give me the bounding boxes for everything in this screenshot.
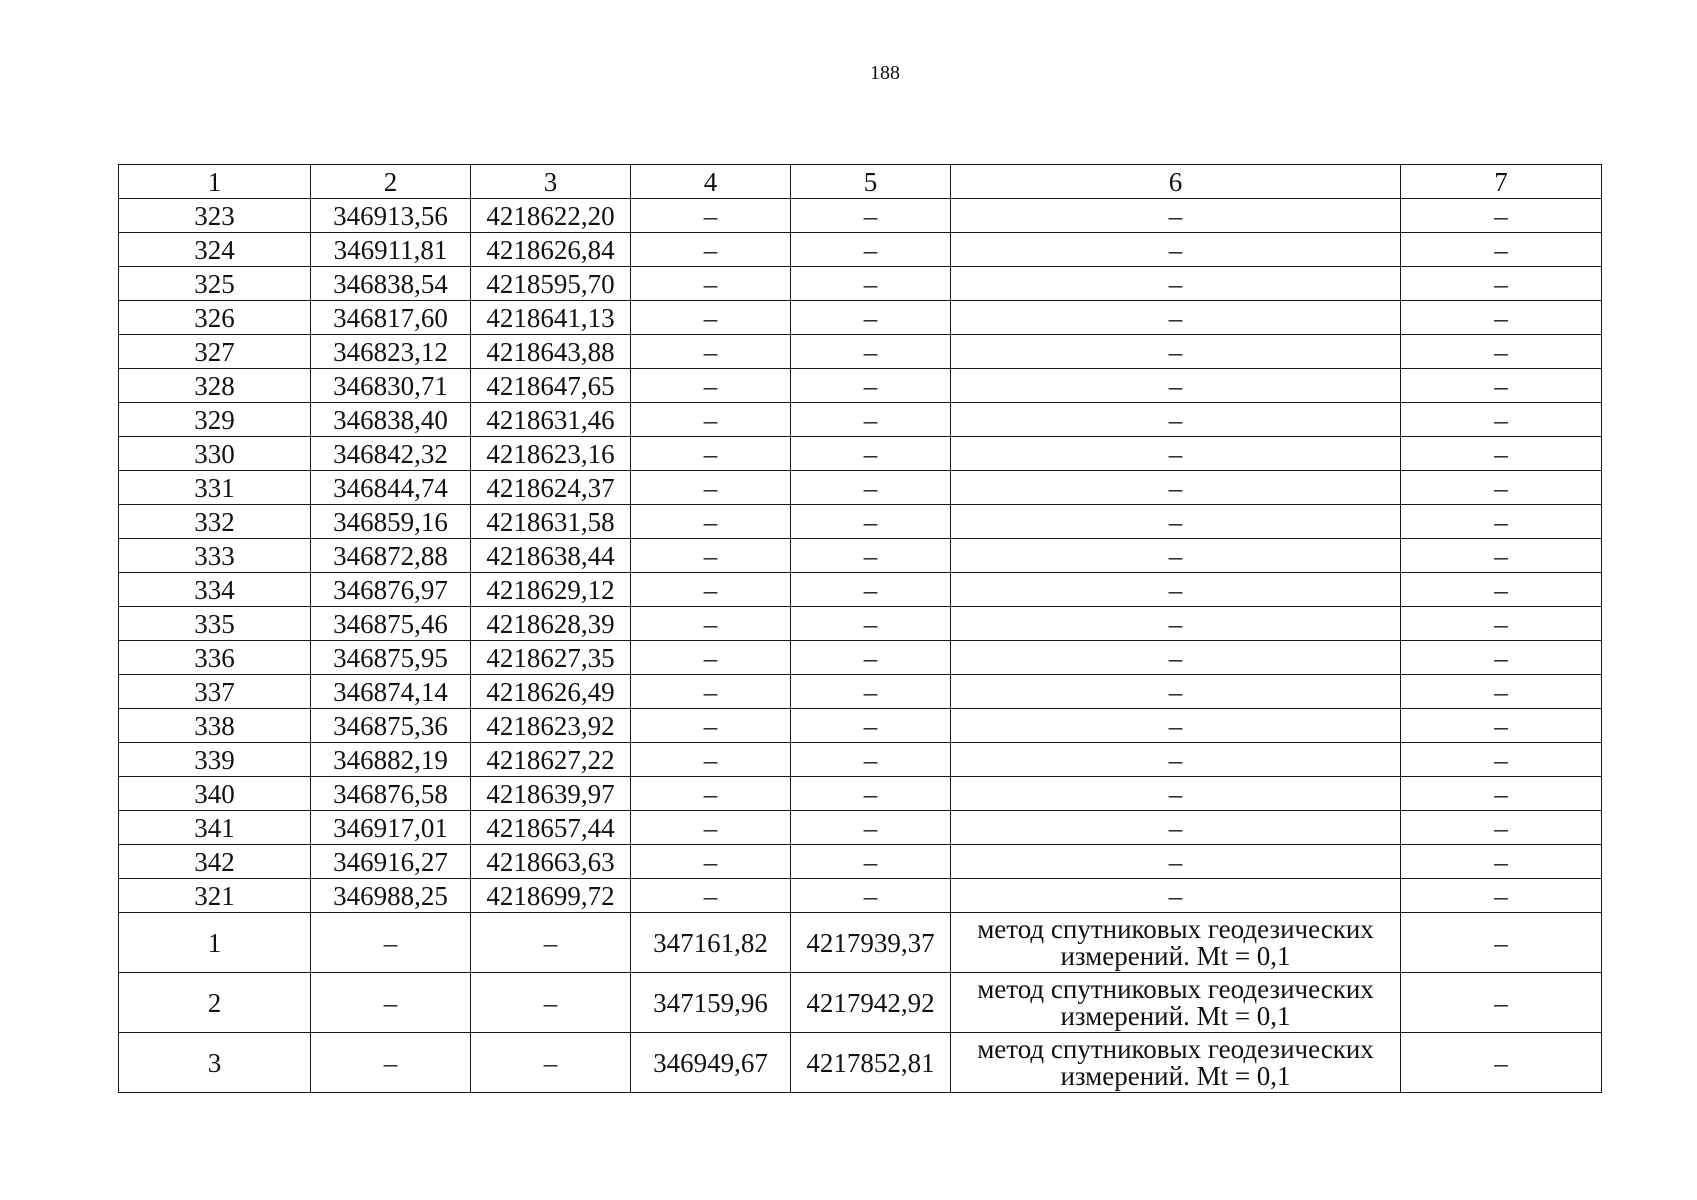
point-number-cell: 2 <box>119 973 311 1033</box>
note-cell: – <box>1401 879 1602 913</box>
point-number-cell: 334 <box>119 573 311 607</box>
x-coordinate-cell: – <box>311 973 471 1033</box>
x-new-cell: – <box>631 199 791 233</box>
y-coordinate-cell: 4218628,39 <box>471 607 631 641</box>
x-coordinate-cell: 346844,74 <box>311 471 471 505</box>
x-coordinate-cell: 346988,25 <box>311 879 471 913</box>
table-row <box>119 301 1602 335</box>
x-new-cell: – <box>631 777 791 811</box>
method-cell: – <box>951 845 1401 879</box>
table-row <box>119 539 1602 573</box>
y-new-cell: – <box>791 437 951 471</box>
x-new-cell: – <box>631 335 791 369</box>
y-coordinate-cell: 4218623,92 <box>471 709 631 743</box>
y-new-cell: – <box>791 811 951 845</box>
point-number-cell: 3 <box>119 1033 311 1093</box>
x-new-cell: – <box>631 471 791 505</box>
y-new-cell: 4217852,81 <box>791 1033 951 1093</box>
column-header-4: 4 <box>631 165 791 199</box>
y-coordinate-cell: – <box>471 1033 631 1093</box>
method-cell: – <box>951 641 1401 675</box>
y-new-cell: – <box>791 335 951 369</box>
point-number-cell: 323 <box>119 199 311 233</box>
x-new-cell: – <box>631 811 791 845</box>
table-row <box>119 573 1602 607</box>
note-cell: – <box>1401 573 1602 607</box>
x-new-cell: – <box>631 709 791 743</box>
column-header-3: 3 <box>471 165 631 199</box>
method-cell: – <box>951 369 1401 403</box>
x-new-cell: 346949,67 <box>631 1033 791 1093</box>
point-number-cell: 335 <box>119 607 311 641</box>
x-coordinate-cell: 346817,60 <box>311 301 471 335</box>
method-cell: – <box>951 675 1401 709</box>
y-coordinate-cell: 4218627,35 <box>471 641 631 675</box>
note-cell: – <box>1401 675 1602 709</box>
y-coordinate-cell: 4218626,49 <box>471 675 631 709</box>
y-new-cell: – <box>791 845 951 879</box>
table-row <box>119 973 1602 1033</box>
table-row <box>119 743 1602 777</box>
y-new-cell: – <box>791 301 951 335</box>
x-coordinate-cell: 346838,54 <box>311 267 471 301</box>
table-row <box>119 607 1602 641</box>
method-cell: – <box>951 777 1401 811</box>
x-new-cell: 347161,82 <box>631 913 791 973</box>
method-cell: – <box>951 267 1401 301</box>
table-row <box>119 913 1602 973</box>
y-new-cell: – <box>791 709 951 743</box>
x-coordinate-cell: 346874,14 <box>311 675 471 709</box>
y-coordinate-cell: 4218624,37 <box>471 471 631 505</box>
table-row <box>119 777 1602 811</box>
coordinates-table <box>118 164 1602 1093</box>
note-cell: – <box>1401 403 1602 437</box>
table-row <box>119 437 1602 471</box>
method-cell: – <box>951 335 1401 369</box>
point-number-cell: 332 <box>119 505 311 539</box>
note-cell: – <box>1401 845 1602 879</box>
method-cell: метод спутниковых геодезических измерений. Mt = 0,1 <box>951 913 1401 973</box>
note-cell: – <box>1401 505 1602 539</box>
point-number-cell: 328 <box>119 369 311 403</box>
x-new-cell: – <box>631 607 791 641</box>
note-cell: – <box>1401 973 1602 1033</box>
y-coordinate-cell: 4218622,20 <box>471 199 631 233</box>
note-cell: – <box>1401 913 1602 973</box>
y-new-cell: – <box>791 233 951 267</box>
table-row <box>119 675 1602 709</box>
y-new-cell: – <box>791 777 951 811</box>
note-cell: – <box>1401 607 1602 641</box>
table-row <box>119 335 1602 369</box>
method-cell: – <box>951 607 1401 641</box>
y-new-cell: – <box>791 471 951 505</box>
x-coordinate-cell: 346830,71 <box>311 369 471 403</box>
x-new-cell: – <box>631 675 791 709</box>
y-coordinate-cell: – <box>471 973 631 1033</box>
y-new-cell: – <box>791 675 951 709</box>
y-new-cell: – <box>791 505 951 539</box>
note-cell: – <box>1401 811 1602 845</box>
y-coordinate-cell: 4218623,16 <box>471 437 631 471</box>
x-new-cell: – <box>631 233 791 267</box>
y-new-cell: – <box>791 267 951 301</box>
point-number-cell: 342 <box>119 845 311 879</box>
table-body <box>119 199 1602 1093</box>
y-coordinate-cell: 4218631,46 <box>471 403 631 437</box>
note-cell: – <box>1401 335 1602 369</box>
point-number-cell: 324 <box>119 233 311 267</box>
x-new-cell: – <box>631 301 791 335</box>
point-number-cell: 339 <box>119 743 311 777</box>
table-row <box>119 267 1602 301</box>
method-cell: метод спутниковых геодезических измерений. Mt = 0,1 <box>951 973 1401 1033</box>
header-row <box>119 165 1602 199</box>
y-coordinate-cell: 4218657,44 <box>471 811 631 845</box>
table-row <box>119 811 1602 845</box>
x-coordinate-cell: 346876,97 <box>311 573 471 607</box>
note-cell: – <box>1401 1033 1602 1093</box>
y-new-cell: 4217942,92 <box>791 973 951 1033</box>
table-row <box>119 471 1602 505</box>
x-coordinate-cell: – <box>311 913 471 973</box>
method-cell: – <box>951 403 1401 437</box>
note-cell: – <box>1401 709 1602 743</box>
y-coordinate-cell: – <box>471 913 631 973</box>
x-coordinate-cell: 346882,19 <box>311 743 471 777</box>
point-number-cell: 337 <box>119 675 311 709</box>
x-new-cell: – <box>631 403 791 437</box>
y-new-cell: – <box>791 641 951 675</box>
x-new-cell: – <box>631 505 791 539</box>
y-coordinate-cell: 4218647,65 <box>471 369 631 403</box>
y-new-cell: – <box>791 539 951 573</box>
x-coordinate-cell: 346875,36 <box>311 709 471 743</box>
point-number-cell: 327 <box>119 335 311 369</box>
x-new-cell: – <box>631 641 791 675</box>
column-header-1: 1 <box>119 165 311 199</box>
x-new-cell: – <box>631 573 791 607</box>
y-new-cell: – <box>791 573 951 607</box>
method-cell: – <box>951 471 1401 505</box>
method-cell: метод спутниковых геодезических измерений. Mt = 0,1 <box>951 1033 1401 1093</box>
note-cell: – <box>1401 301 1602 335</box>
x-coordinate-cell: 346875,46 <box>311 607 471 641</box>
note-cell: – <box>1401 369 1602 403</box>
note-cell: – <box>1401 743 1602 777</box>
x-coordinate-cell: 346842,32 <box>311 437 471 471</box>
x-new-cell: – <box>631 267 791 301</box>
table-row <box>119 709 1602 743</box>
table-header <box>119 165 1602 199</box>
x-coordinate-cell: 346911,81 <box>311 233 471 267</box>
method-cell: – <box>951 709 1401 743</box>
y-coordinate-cell: 4218595,70 <box>471 267 631 301</box>
y-new-cell: – <box>791 879 951 913</box>
method-cell: – <box>951 879 1401 913</box>
table-row <box>119 233 1602 267</box>
column-header-2: 2 <box>311 165 471 199</box>
point-number-cell: 336 <box>119 641 311 675</box>
x-new-cell: – <box>631 369 791 403</box>
table-row <box>119 505 1602 539</box>
y-coordinate-cell: 4218663,63 <box>471 845 631 879</box>
y-new-cell: – <box>791 369 951 403</box>
note-cell: – <box>1401 267 1602 301</box>
x-coordinate-cell: 346872,88 <box>311 539 471 573</box>
method-cell: – <box>951 505 1401 539</box>
y-coordinate-cell: 4218699,72 <box>471 879 631 913</box>
y-coordinate-cell: 4218643,88 <box>471 335 631 369</box>
method-cell: – <box>951 437 1401 471</box>
y-coordinate-cell: 4218627,22 <box>471 743 631 777</box>
method-cell: – <box>951 199 1401 233</box>
table-row <box>119 845 1602 879</box>
note-cell: – <box>1401 471 1602 505</box>
x-new-cell: 347159,96 <box>631 973 791 1033</box>
x-coordinate-cell: 346875,95 <box>311 641 471 675</box>
x-coordinate-cell: 346838,40 <box>311 403 471 437</box>
x-new-cell: – <box>631 879 791 913</box>
note-cell: – <box>1401 437 1602 471</box>
column-header-6: 6 <box>951 165 1401 199</box>
point-number-cell: 333 <box>119 539 311 573</box>
point-number-cell: 330 <box>119 437 311 471</box>
y-coordinate-cell: 4218639,97 <box>471 777 631 811</box>
y-new-cell: – <box>791 607 951 641</box>
point-number-cell: 331 <box>119 471 311 505</box>
method-cell: – <box>951 573 1401 607</box>
note-cell: – <box>1401 641 1602 675</box>
x-coordinate-cell: 346916,27 <box>311 845 471 879</box>
y-coordinate-cell: 4218638,44 <box>471 539 631 573</box>
column-header-7: 7 <box>1401 165 1602 199</box>
note-cell: – <box>1401 233 1602 267</box>
method-cell: – <box>951 539 1401 573</box>
point-number-cell: 340 <box>119 777 311 811</box>
x-new-cell: – <box>631 845 791 879</box>
table-row <box>119 879 1602 913</box>
method-cell: – <box>951 233 1401 267</box>
method-cell: – <box>951 743 1401 777</box>
x-coordinate-cell: – <box>311 1033 471 1093</box>
method-cell: – <box>951 811 1401 845</box>
y-new-cell: – <box>791 743 951 777</box>
x-coordinate-cell: 346859,16 <box>311 505 471 539</box>
note-cell: – <box>1401 199 1602 233</box>
x-new-cell: – <box>631 743 791 777</box>
point-number-cell: 325 <box>119 267 311 301</box>
table-row <box>119 199 1602 233</box>
point-number-cell: 321 <box>119 879 311 913</box>
point-number-cell: 341 <box>119 811 311 845</box>
x-coordinate-cell: 346876,58 <box>311 777 471 811</box>
x-new-cell: – <box>631 437 791 471</box>
y-coordinate-cell: 4218629,12 <box>471 573 631 607</box>
column-header-5: 5 <box>791 165 951 199</box>
y-new-cell: 4217939,37 <box>791 913 951 973</box>
y-coordinate-cell: 4218626,84 <box>471 233 631 267</box>
y-new-cell: – <box>791 199 951 233</box>
table-row <box>119 369 1602 403</box>
point-number-cell: 338 <box>119 709 311 743</box>
point-number-cell: 1 <box>119 913 311 973</box>
point-number-cell: 326 <box>119 301 311 335</box>
method-cell: – <box>951 301 1401 335</box>
y-coordinate-cell: 4218631,58 <box>471 505 631 539</box>
y-coordinate-cell: 4218641,13 <box>471 301 631 335</box>
y-new-cell: – <box>791 403 951 437</box>
x-coordinate-cell: 346913,56 <box>311 199 471 233</box>
point-number-cell: 329 <box>119 403 311 437</box>
x-coordinate-cell: 346823,12 <box>311 335 471 369</box>
table-row <box>119 1033 1602 1093</box>
note-cell: – <box>1401 777 1602 811</box>
table-row <box>119 403 1602 437</box>
page-number: 188 <box>870 62 900 84</box>
note-cell: – <box>1401 539 1602 573</box>
x-new-cell: – <box>631 539 791 573</box>
table-row <box>119 641 1602 675</box>
x-coordinate-cell: 346917,01 <box>311 811 471 845</box>
